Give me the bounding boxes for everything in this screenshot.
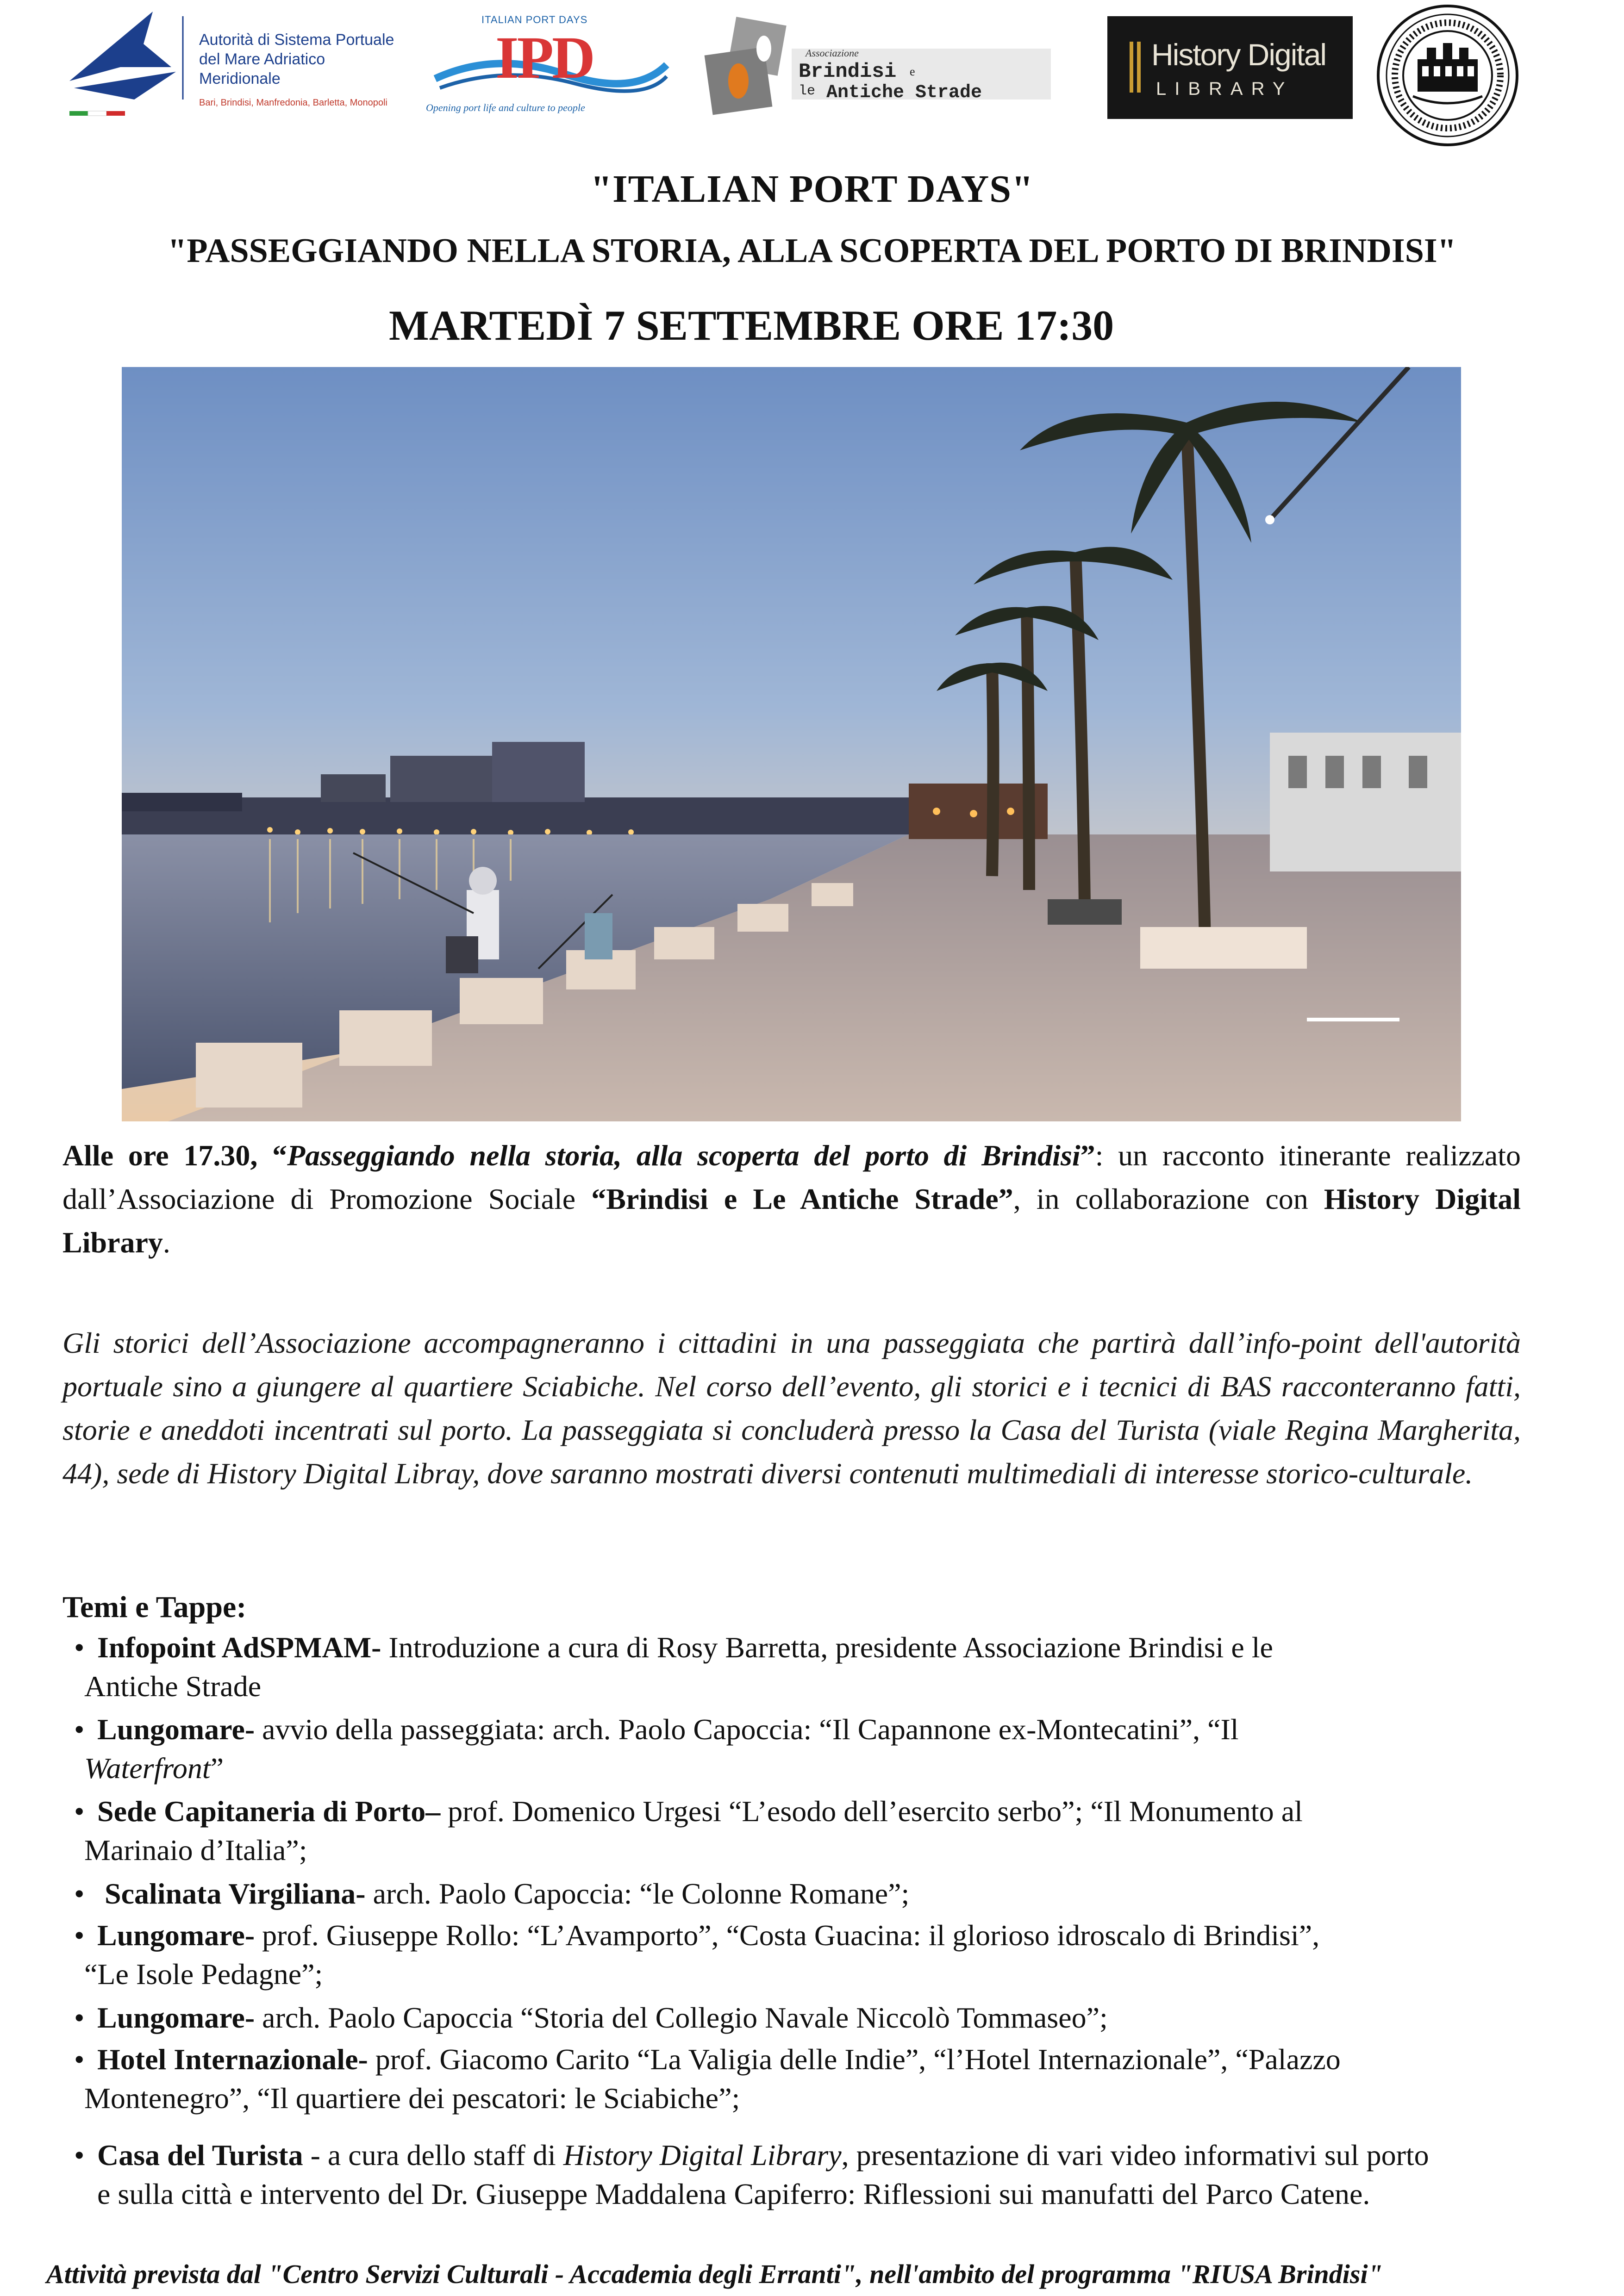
stop-text: arch. Paolo Capoccia: “le Colonne Romane”; — [365, 1877, 910, 1910]
intro-event-title: Passeggiando nella storia, alla scoperta del porto di Brindisi — [287, 1139, 1081, 1172]
bas-e: e — [910, 65, 915, 78]
list-item — [74, 1710, 1546, 1788]
stop-name: Hotel Internazionale- — [97, 2043, 368, 2076]
stop-name: Lungomare- — [97, 2001, 255, 2034]
stop-text-cont: Antiche Strade — [84, 1670, 262, 1703]
academy-seal-logo — [1376, 4, 1519, 147]
event-title: "ITALIAN PORT DAYS" — [590, 168, 1034, 211]
stop-name: Lungomare- — [97, 1713, 255, 1746]
bullet-icon: • — [74, 1795, 85, 1828]
bas-line1: Brindisi — [799, 60, 897, 83]
ipd-top-text: ITALIAN PORT DAYS — [481, 14, 588, 25]
stop-name: Sede Capitaneria di Porto– — [97, 1795, 441, 1828]
hdl-line2: LIBRARY — [1156, 79, 1293, 99]
footer-note: Attività prevista dal "Centro Servizi Culturali - Accademia degli Erranti", nell'ambito del programma "RIUSA Brindisi" — [46, 2259, 1383, 2289]
stop-text-italic: History Digital Library — [563, 2139, 842, 2172]
harbour-photo-image — [122, 367, 1461, 1121]
intro-text: : un racconto itinerante realizzato dall’Associazione di Promozione Sociale — [62, 1139, 1521, 1215]
ipd-tagline: Opening port life and culture to people — [426, 102, 585, 113]
ipd-mark: IPD — [495, 25, 593, 91]
stop-text: avvio della passeggiata: arch. Paolo Capoccia: “Il Capannone ex-Montecatini”, “Il — [255, 1713, 1239, 1746]
temi-heading: Temi e Tappe: — [62, 1590, 247, 1624]
harbour-photo — [122, 367, 1461, 1121]
list-item — [74, 2040, 1546, 2118]
intro-library: History Digital Library — [62, 1182, 1521, 1259]
history-digital-library-logo — [1107, 16, 1353, 119]
intro-end: . — [162, 1226, 170, 1259]
stop-text: prof. Domenico Urgesi “L’esodo dell’esercito serbo”; “Il Monumento al — [440, 1795, 1303, 1828]
adsp-ports: Bari, Brindisi, Manfredonia, Barletta, Monopoli — [199, 98, 387, 108]
stop-text: prof. Giacomo Carito “La Valigia delle Indie”, “l’Hotel Internazionale”, “Palazzo — [368, 2043, 1341, 2076]
stop-name: Scalinata Virgiliana- — [97, 1877, 366, 1910]
stop-name: Casa del Turista — [97, 2139, 303, 2172]
intro-text-2: , in collaborazione con — [1013, 1182, 1324, 1215]
stop-text-cont: Montenegro”, “Il quartiere dei pescatori: le Sciabiche”; — [84, 2082, 740, 2115]
intro-lead: Alle ore 17.30, — [62, 1139, 273, 1172]
stop-text: Introduzione a cura di Rosy Barretta, presidente Associazione Brindisi e le — [381, 1631, 1273, 1664]
ipd-logo — [426, 14, 671, 116]
stop-name: Lungomare- — [97, 1919, 255, 1952]
stop-text: prof. Giuseppe Rollo: “L’Avamporto”, “Costa Guacina: il glorioso idroscalo di Brindisi”, — [255, 1919, 1320, 1952]
adsp-name-line1: Autorità di Sistema Portuale — [199, 31, 394, 49]
list-item — [74, 2136, 1546, 2214]
stop-text: arch. Paolo Capoccia “Storia del Collegio Navale Niccolò Tommaseo”; — [255, 2001, 1108, 2034]
intro-association: “Brindisi e Le Antiche Strade” — [591, 1182, 1013, 1215]
list-item — [74, 1792, 1546, 1870]
list-item — [74, 1874, 1546, 1913]
stop-text-cont-italic: Waterfront — [84, 1752, 211, 1785]
stop-text-cont: Marinaio d’Italia”; — [84, 1834, 307, 1867]
event-subtitle: "PASSEGGIANDO NELLA STORIA, ALLA SCOPERTA DEL PORTO DI BRINDISI" — [168, 232, 1456, 270]
bullet-icon: • — [74, 2001, 85, 2034]
bullet-icon: • — [74, 2043, 85, 2076]
list-item — [74, 1628, 1546, 1706]
seal-emblem-icon — [1376, 4, 1519, 147]
list-item — [74, 1998, 1546, 2037]
adsp-logo — [65, 7, 407, 123]
adsp-name-line2: del Mare Adriatico Meridionale — [199, 50, 325, 87]
stop-text-2: , presentazione di vari video informativi sul porto — [841, 2139, 1429, 2172]
intro-quote-close: ” — [1080, 1139, 1095, 1172]
bas-small: Associazione — [806, 47, 859, 59]
intro-paragraph — [62, 1134, 1521, 1264]
stop-text-cont: ” — [210, 1752, 224, 1785]
bullet-icon: • — [74, 1877, 85, 1910]
bullet-icon: • — [74, 2139, 85, 2172]
event-date: MARTEDÌ 7 SETTEMBRE ORE 17:30 — [389, 302, 1114, 349]
bullet-icon: • — [74, 1919, 85, 1952]
stop-text-cont: e sulla città e intervento del Dr. Giuseppe Maddalena Capiferro: Riflessioni sui manufatti del Parco Catene. — [97, 2178, 1370, 2210]
list-item — [74, 1916, 1546, 1994]
bullet-icon: • — [74, 1631, 85, 1664]
description-paragraph: Gli storici dell’Associazione accompagneranno i cittadini in una passeggiata che partirà dall’info-point dell'autorità portuale sino a giungere al quartiere Sciabiche. Nel corso dell’evento, gli storici e i tecnici di BAS racconteranno fatti, storie e aneddoti incentrati sul porto. La passeggiata si concluderà presso la Casa del Turista (viale Regina Margherita, 44), sede di History Digital Libray, dove saranno mostrati diversi contenuti multimediali di interesse storico-culturale. — [62, 1326, 1521, 1490]
bas-line2: Antiche Strade — [826, 82, 982, 103]
bas-logo — [699, 14, 1056, 120]
bas-le: le — [799, 83, 816, 99]
stop-name: Infopoint AdSPMAM- — [97, 1631, 381, 1664]
stop-text: - a cura dello staff di — [303, 2139, 563, 2172]
hdl-line1: History Digital — [1151, 37, 1326, 72]
intro-quote-open: “ — [272, 1139, 287, 1172]
stop-text-cont: “Le Isole Pedagne”; — [84, 1958, 323, 1991]
bullet-icon: • — [74, 1713, 85, 1746]
